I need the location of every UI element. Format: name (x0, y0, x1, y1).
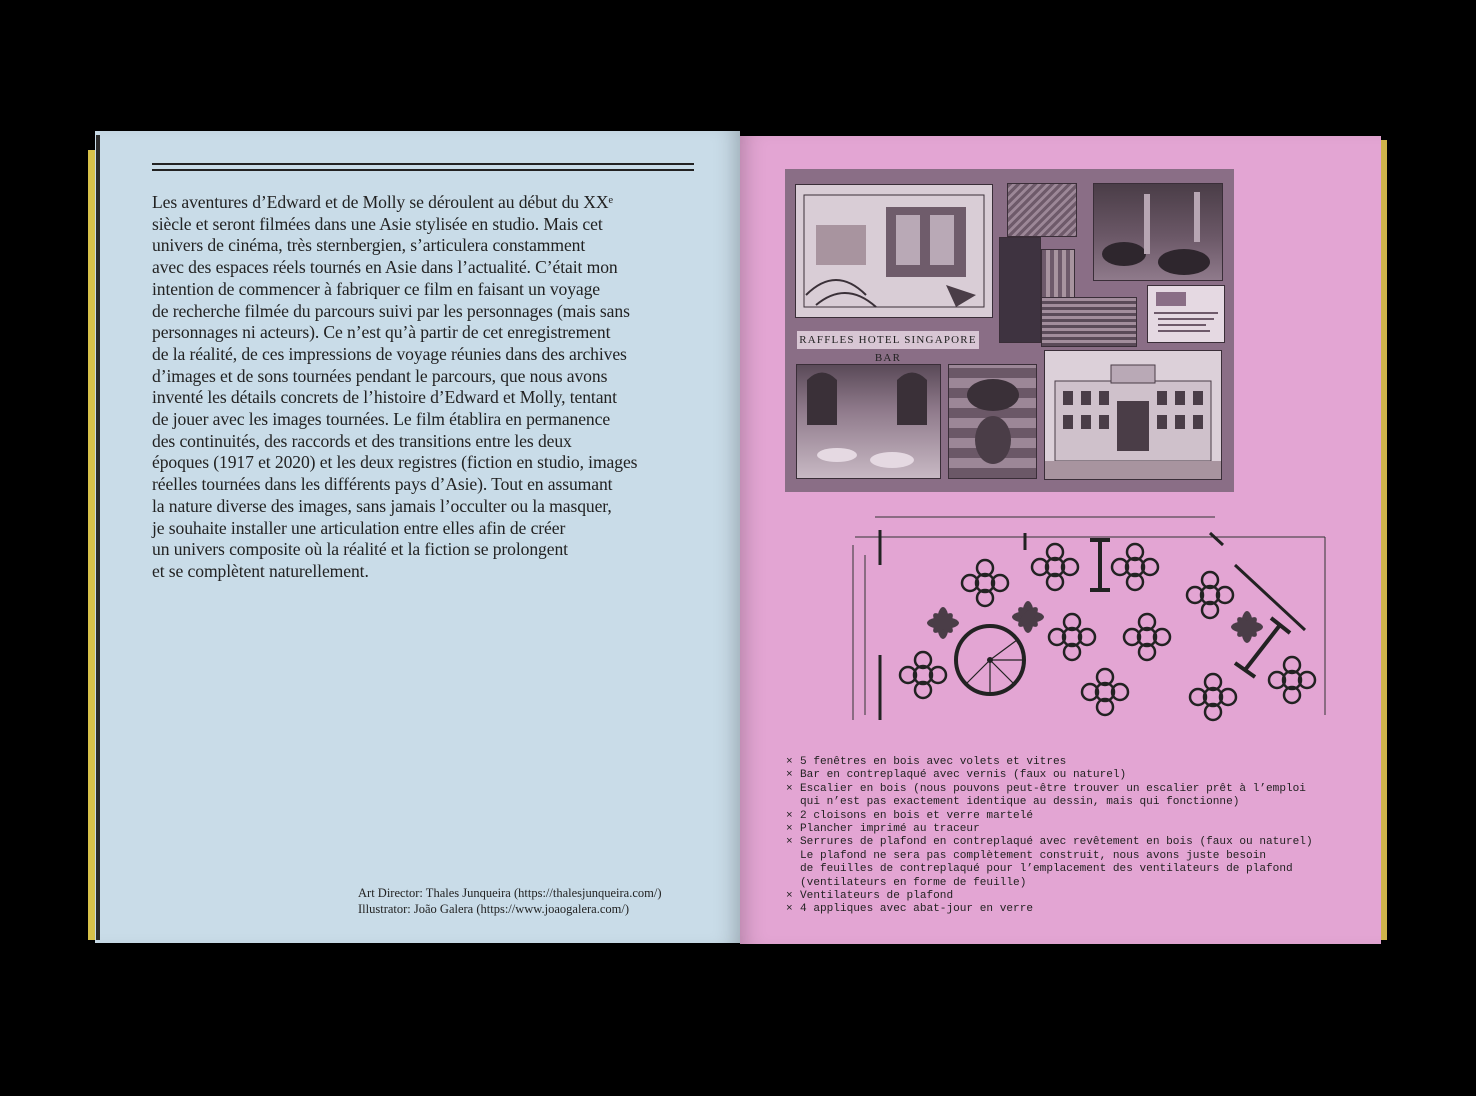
paragraph-line: d’images et de sons tournées pendant le parcours, que nous avons (152, 365, 608, 386)
bullet-cross-icon: × (786, 836, 793, 849)
bullet-cross-icon: × (786, 823, 793, 836)
spec-item (786, 823, 1346, 836)
bullet-cross-icon: × (786, 782, 793, 795)
spec-text: Serrures de plafond en contreplaqué avec revêtement en bois (faux ou naturel) (800, 836, 1313, 849)
paragraph-line: univers de cinéma, très sternbergien, s’articulera constamment (152, 235, 586, 256)
spec-item (786, 783, 1346, 796)
paragraph-line: inventé les détails concrets de l’histoire d’Edward et Molly, tentant (152, 387, 617, 408)
spec-item (786, 810, 1346, 823)
book-spine-edge (96, 135, 100, 940)
spec-text: Plancher imprimé au traceur (800, 823, 980, 836)
paragraph-line: la nature diverse des images, sans jamais l’occulter ou la masquer, (152, 495, 612, 516)
spec-item (786, 903, 1346, 916)
paragraph-line: Les aventures d’Edward et de Molly se déroulent au début du XXᵉ (152, 192, 613, 212)
paragraph-line: et se complètent naturellement. (152, 560, 369, 581)
spec-text: Ventilateurs de plafond (800, 890, 954, 903)
paragraph-line: de la réalité, de ces impressions de voyage réunies dans des archives (152, 343, 627, 364)
bullet-cross-icon: × (786, 890, 793, 903)
column-illustration (949, 365, 1036, 478)
spec-item-continuation (786, 863, 1346, 876)
lounge-photo (1093, 183, 1223, 281)
paragraph-line: intention de commencer à fabriquer ce film en faisant un voyage (152, 278, 601, 299)
spec-item (786, 836, 1346, 849)
spec-text: Escalier en bois (nous pouvons peut-être trouver un escalier prêt à l’emploi (800, 782, 1306, 795)
bullet-cross-icon: × (786, 756, 793, 768)
header-rule-top (152, 163, 694, 165)
photo-moodboard (785, 169, 1234, 492)
paragraph-line: avec des espaces réels tournés en Asie dans l’actualité. C’était mon (152, 257, 618, 278)
hotel-facade-photo (1044, 350, 1222, 480)
set-requirements-list (786, 756, 1346, 917)
header-rule-bottom (152, 169, 694, 171)
spec-item-continuation (786, 877, 1346, 890)
board-caption: RAFFLES HOTEL SINGAPORE BAR (797, 331, 979, 349)
paragraph-line: siècle et seront filmées dans une Asie stylisée en studio. Mais cet (152, 213, 603, 234)
bar-interior-illustration (796, 185, 992, 317)
intro-paragraph (152, 192, 697, 583)
spec-item (786, 756, 1346, 769)
texture-swatch-2 (999, 237, 1041, 343)
bar-floor-plan (835, 505, 1335, 725)
texture-swatch-1 (1007, 183, 1077, 237)
paragraph-line: personnages ni acteurs). Ce n’est qu’à partir de cet enregistrement (152, 322, 611, 343)
paragraph-line: de jouer avec les images tournées. Le film établira en permanence (152, 409, 611, 430)
paragraph-line: un univers composite où la réalité et la fiction se prolongent (152, 539, 568, 560)
bar-interior-photo (795, 184, 993, 318)
spec-text: qui n’est pas exactement identique au dessin, mais qui fonctionne) (800, 796, 1240, 809)
spec-text: 2 cloisons en bois et verre martelé (800, 809, 1034, 822)
hotel-letterhead (1147, 285, 1225, 343)
paragraph-line: époques (1917 et 2020) et les deux registres (fiction en studio, images (152, 452, 638, 473)
credits (358, 885, 698, 917)
spec-item-continuation (786, 850, 1346, 863)
facade-illustration (1045, 351, 1221, 479)
spec-text: de feuilles de contreplaqué pour l’emplacement des ventilateurs de plafond (800, 863, 1293, 876)
art-director-credit: Art Director: Thales Junqueira (https://thalesjunqueira.com/) (358, 886, 662, 900)
bullet-cross-icon: × (786, 769, 793, 782)
illustrator-credit: Illustrator: João Galera (https://www.joaogalera.com/) (358, 902, 629, 916)
spec-text: Le plafond ne sera pas complètement construit, nous avons juste besoin (800, 849, 1267, 862)
dining-room-illustration (797, 365, 940, 478)
bullet-cross-icon: × (786, 809, 793, 822)
spec-text: 4 appliques avec abat-jour en verre (800, 903, 1034, 916)
paragraph-line: je souhaite installer une articulation entre elles afin de créer (152, 517, 566, 538)
lounge-illustration (1094, 184, 1222, 280)
spec-text: 5 fenêtres en bois avec volets et vitres (800, 756, 1067, 768)
texture-swatch-3 (1041, 249, 1075, 299)
paragraph-line: de recherche filmée du parcours suivi par les personnages (mais sans (152, 300, 630, 321)
spec-item (786, 769, 1346, 782)
spec-item-continuation (786, 796, 1346, 809)
letterhead-illustration (1148, 286, 1224, 342)
texture-swatch-4 (1041, 297, 1137, 347)
column-detail-photo (948, 364, 1037, 479)
spec-text: Bar en contreplaqué avec vernis (faux ou naturel) (800, 769, 1127, 782)
spec-text: (ventilateurs en forme de feuille) (800, 876, 1027, 889)
paragraph-line: des continuités, des raccords et des transitions entre les deux (152, 430, 572, 451)
floor-plan-spiral-stair (956, 626, 1024, 694)
dining-room-photo (796, 364, 941, 479)
paragraph-line: réelles tournées dans les différents pays d’Asie). Tout en assumant (152, 474, 613, 495)
spec-item (786, 890, 1346, 903)
bullet-cross-icon: × (786, 903, 793, 916)
book-edge-right (1380, 140, 1387, 940)
